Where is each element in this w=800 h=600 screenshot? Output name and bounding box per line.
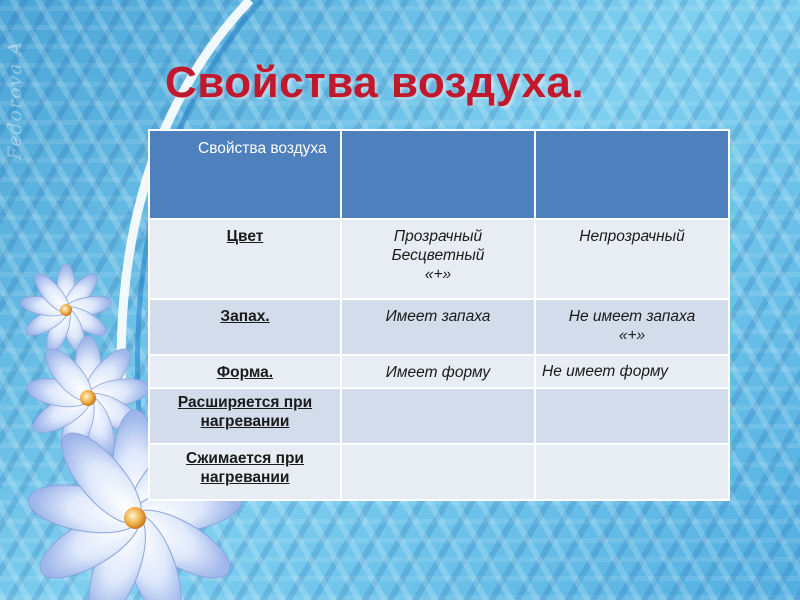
slide-title: Свойства воздуха.	[165, 58, 585, 107]
watermark: Fedorova A	[4, 40, 26, 160]
value-cell	[535, 299, 729, 355]
value-line: Непрозрачный	[579, 228, 685, 245]
property-cell: Цвет	[149, 219, 341, 299]
value-cell	[341, 388, 535, 444]
value-line: Бесцветный	[391, 247, 485, 264]
property-cell: Запах.	[149, 299, 341, 355]
value-cell	[341, 299, 535, 355]
property-cell: Сжимается при нагревании	[149, 444, 341, 500]
value-line: Прозрачный	[393, 228, 483, 245]
value-line: «+»	[618, 327, 646, 344]
table-row	[149, 444, 729, 500]
property-cell: Форма.	[149, 355, 341, 388]
properties-table	[148, 129, 730, 501]
value-cell	[341, 444, 535, 500]
table-row	[149, 219, 729, 299]
flower-top	[19, 264, 113, 356]
value-cell	[535, 219, 729, 299]
value-line: Не имеет запаха	[568, 308, 696, 325]
value-cell	[535, 355, 729, 388]
value-cell	[535, 388, 729, 444]
header-cell-property: Свойства воздуха	[149, 130, 341, 219]
header-cell-col1	[341, 130, 535, 219]
value-line: Имеет запаха	[385, 308, 491, 325]
header-cell-col2	[535, 130, 729, 219]
table-header-row	[149, 130, 729, 219]
value-cell	[341, 219, 535, 299]
value-line: «+»	[424, 266, 452, 283]
property-cell: Расширяется при нагревании	[149, 388, 341, 444]
table-row	[149, 299, 729, 355]
table-row	[149, 355, 729, 388]
table-row	[149, 388, 729, 444]
value-cell	[341, 355, 535, 388]
value-line: Не имеет форму	[542, 363, 669, 380]
value-line: Имеет форму	[385, 364, 491, 381]
value-cell	[535, 444, 729, 500]
